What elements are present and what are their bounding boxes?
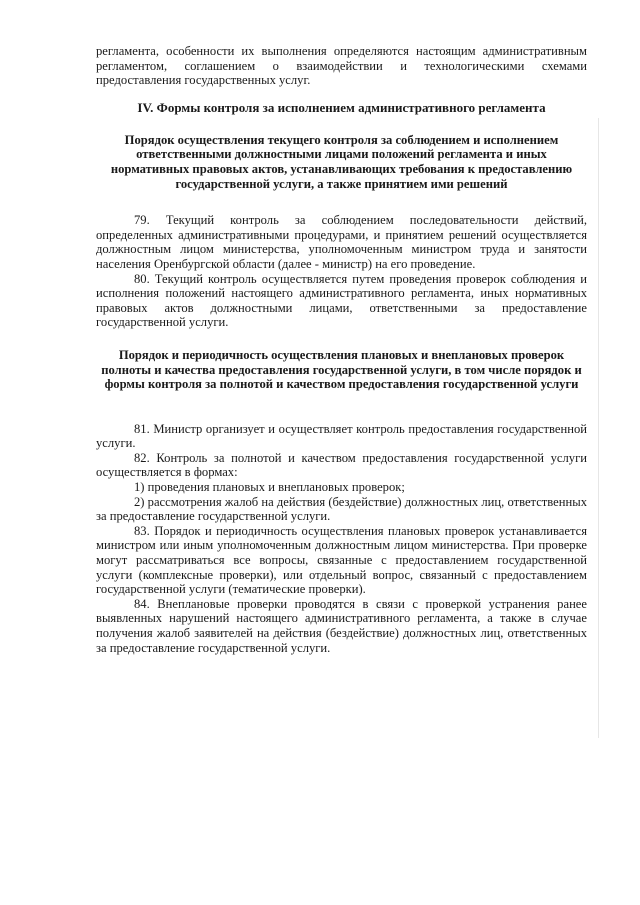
scan-edge-line: [598, 118, 599, 738]
paragraph-81: 81. Министр организует и осуществляет контроль предоставления государственной услуги.: [96, 421, 587, 451]
paragraph-83: 83. Порядок и периодичность осуществления плановых проверок устанавливается министром или иным уполномоченным должностным лицом министерства. При проверке могут рассматриваться все вопросы, связанные с предоставлением государственной услуги (комплексные проверки), или отдельный вопрос, связанный с предоставлением государственной услуги (тематические проверки).: [96, 523, 587, 597]
paragraph-84: 84. Внеплановые проверки проводятся в связи с проверкой устранения ранее выявленных нарушений настоящего административного регламента, а также в случае получения жалоб заявителей на действия (бездействие) должностных лиц, ответственных за предоставление государственной услуги.: [96, 596, 587, 655]
document-page: [96, 44, 587, 655]
section-title: IV. Формы контроля за исполнением административного регламента: [137, 99, 546, 115]
paragraph-79: 79. Текущий контроль за соблюдением последовательности действий, определенных административными процедурами, и принятием решений осуществляется должностным лицом министерства, уполномоченным министром труда и занятости населения Оренбургской области (далее - министр) на его проведение.: [96, 213, 587, 271]
paragraph-82-item-2: 2) рассмотрения жалоб на действия (бездействие) должностных лиц, ответственных за предоставление государственной услуги.: [96, 494, 587, 524]
paragraph-80: 80. Текущий контроль осуществляется путем проведения проверок соблюдения и исполнения положений настоящего административного регламента, иных нормативных правовых актов должностными лицами, ответственными за предоставление государственной услуги.: [96, 271, 587, 330]
subsection-title-inspections: Порядок и периодичность осуществления плановых и внеплановых проверок полноты и качества предоставления государственной услуги, в том числе порядок и формы контроля за полнотой и качеством предоставления государственной услуги: [101, 347, 582, 392]
paragraph-82: 82. Контроль за полнотой и качеством предоставления государственной услуги осуществляется в формах:: [96, 450, 587, 480]
subsection-title-current-control: Порядок осуществления текущего контроля за соблюдением и исполнением ответственными должностными лицами положений регламента и иных нормативных правовых актов, устанавливающих требования к предоставлению государственной услуги, а также принятием ими решений: [110, 132, 573, 191]
intro-paragraph: регламента, особенности их выполнения определяются настоящим административным регламентом, соглашением о взаимодействии и технологическими схемами предоставления государственных услуг.: [96, 44, 587, 88]
paragraph-82-item-1: 1) проведения плановых и внеплановых проверок;: [134, 480, 405, 495]
